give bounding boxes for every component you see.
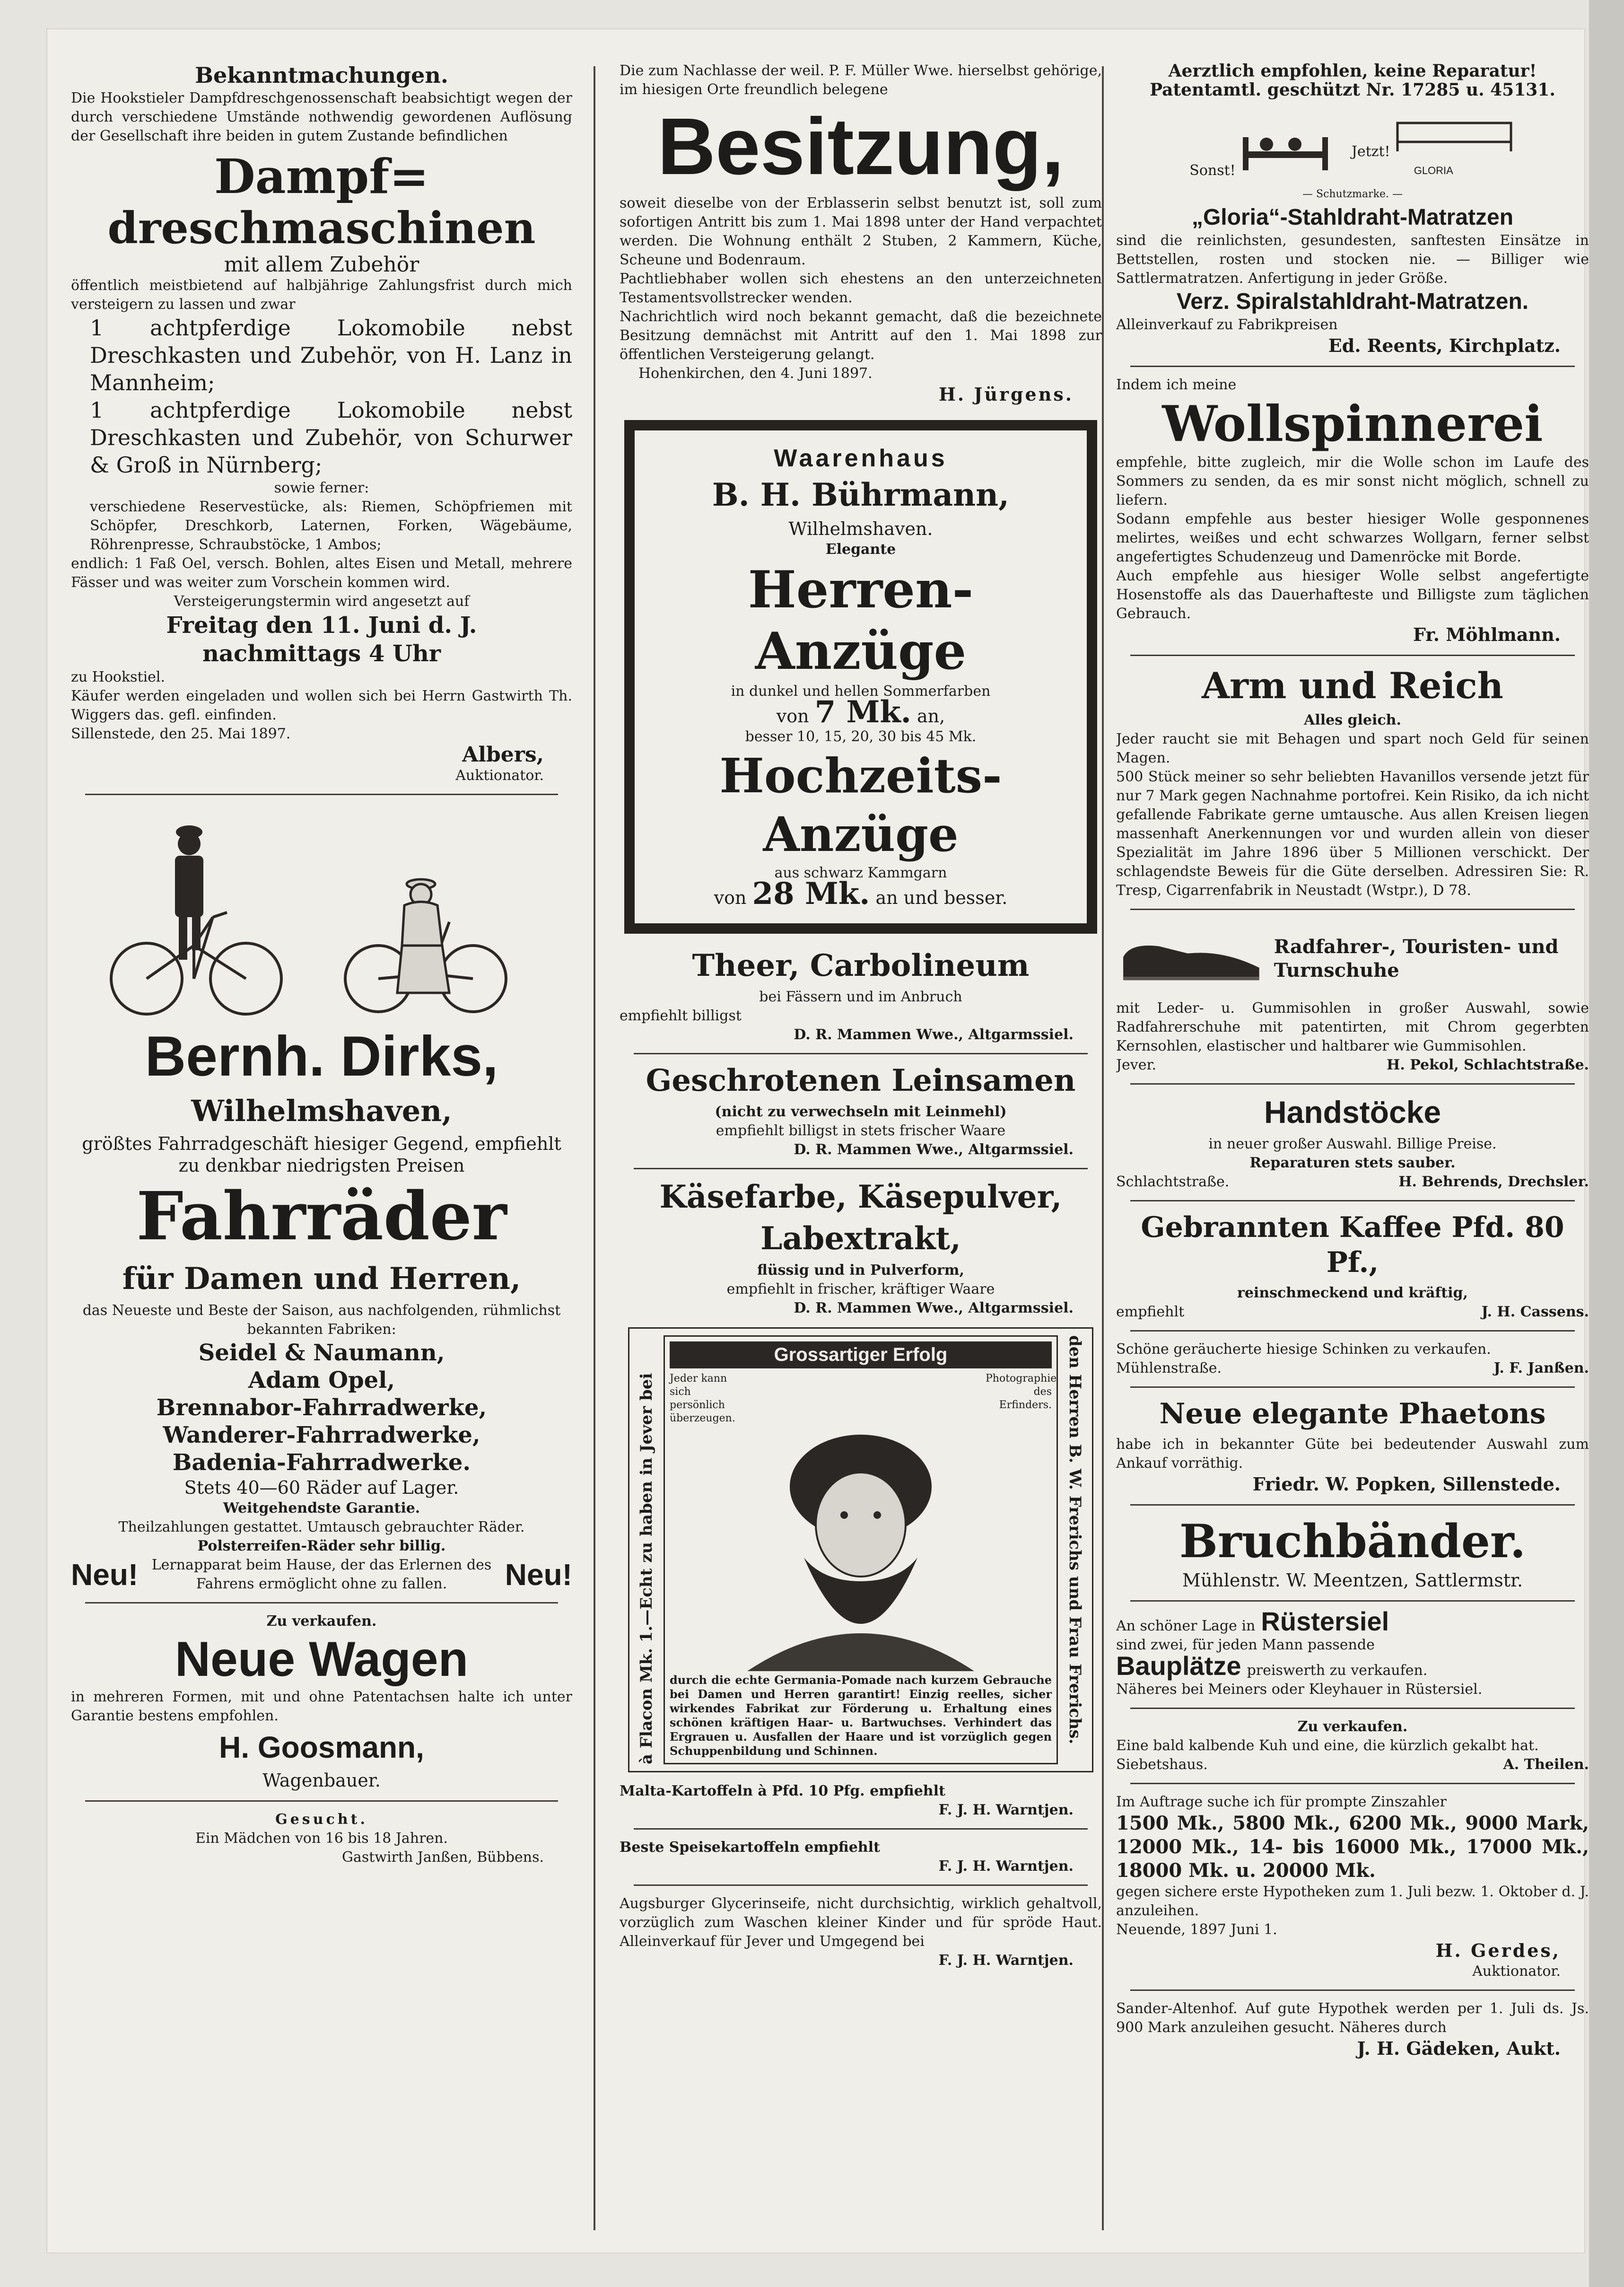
besitzung-heading: Besitzung, [657,102,1064,192]
faessern: bei Fässern und im Anbruch [759,989,962,1005]
patent-line: Patentamtl. geschützt Nr. 17285 u. 45131. [1150,80,1555,100]
auction-date: Freitag den 11. Juni d. J. [166,612,477,639]
bauplaetze-ad: An schöner Lage in Rüstersiel [1116,1606,1389,1636]
new-bed-icon [1393,104,1516,156]
zubehoer-line: mit allem Zubehör [224,253,419,277]
price-from-7: von 7 Mk. an, [776,694,945,730]
malta-kartoffeln: Malta-Kartoffeln à Pfd. 10 Pfg. empfiehlt [620,1783,945,1799]
column-rule [1102,66,1104,2230]
hypotheken-line: gegen sichere erste Hypotheken zum 1. Juli bezw. 1. Oktober d. J. anzuleihen. [1116,1884,1589,1919]
fabrik-3: Brennabor-Fahrradwerke, [156,1394,487,1421]
divider [634,1828,1088,1830]
mammen-signature-2: D. R. Mammen Wwe., Altgarmssiel. [794,1141,1074,1158]
pomade-side-left: à Flacon Mk. 1.—Echt zu haben in Jever bei [637,1373,656,1764]
pomade-note-right: Photographie des Erfinders. [986,1373,1057,1411]
woll-text: empfehle, bitte zugleich, mir die Wolle schon im Laufe des Sommers zu senden, da es mir sonst nicht möglich, schnell zu liefern. [1116,454,1589,508]
arm-reich-heading: Arm und Reich [1202,665,1503,707]
shoe-illustration [1116,919,1266,999]
germania-pomade-ad [628,1327,1093,1772]
havanillos-text: 500 Stück meiner so sehr beliebten Havanillos versende jetzt für nur 7 Mark gegen Nachnahme portofrei. Kein Risiko, da ich nicht gefallende Fabrikate gerne umtausche. Aus allen Kreisen liegen massenhaft Anerkennungen vor und wurden allein von dieser Spezialität im Jahre 1896 über 5 Millionen verschickt. Der schlagendste Beweis für die Güte derselben. Adressiren Sie: R. Tresp, Cigarrenfabrik in Neustadt (Wstpr.), D 78. [1116,769,1589,899]
turnschuhe-heading: Radfahrer-, Touristen- und Turnschuhe [1274,936,1559,981]
reserve-parts: verschiedene Reservestücke, als: Riemen, Schöpfriemen mit Schöpfer, Dreschkorb, Laternen, Forken, Wägebäume, Röhrenpresse, Schraubstöcke, 1 Ambos; [90,499,572,553]
price-from-28: von 28 Mk. an und besser. [714,876,1008,911]
cyclists-illustration [71,804,572,1021]
divider [1130,366,1575,367]
alles-gleich: Alles gleich. [1304,712,1401,728]
column-right [1116,38,1589,2259]
phaetons-text: habe ich in bekannter Güte bei bedeutender Auswahl zum Ankauf vorräthig. [1116,1436,1589,1472]
divider [1130,1783,1575,1784]
divider [1130,1386,1575,1388]
dirks-name: Bernh. Dirks, [145,1025,498,1088]
schutzmarke: — Schutzmarke. — [1302,188,1403,200]
divider [1130,655,1575,656]
pomade-notes [670,1372,1057,1425]
pomade-frame [664,1335,1058,1764]
aerztlich-line: Aerztlich empfohlen, keine Reparatur! [1168,61,1537,81]
alleinverkauf: Alleinverkauf zu Fabrikpreisen [1116,316,1338,333]
turnschuhe-row [1116,919,1589,999]
herren-anzuege: Herren-Anzüge [748,560,974,681]
indem-line: Indem ich meine [1116,377,1237,393]
column-rule [594,66,595,2230]
endlich-items: endlich: 1 Faß Oel, versch. Bohlen, altes Eisen und Metall, mehrere Fässer und was weiter zum Vorschein kommen wird. [71,555,572,591]
reparaturen: Reparaturen stets sauber. [1249,1155,1456,1171]
divider [1130,1600,1575,1602]
dampf-heading-2: dreschmaschinen [107,202,536,254]
albers-signature: Albers, [462,743,544,767]
buehrmann-ad [624,420,1097,934]
kraeftiger-waare: empfiehlt in frischer, kräftiger Waare [726,1281,995,1297]
turnschuhe-text: mit Leder- u. Gummisohlen in großer Auswahl, sowie Radfahrerschuhe mit patentirten, mit Chrom gegerbten Kernsohlen, elastischer und haltbarer wie Gummisohlen. [1116,1000,1589,1054]
divider [1130,1330,1575,1332]
leinmehl-note: (nicht zu verwechseln mit Leinmehl) [715,1104,1007,1120]
neu-badge-right: Neu! [505,1558,572,1592]
trademark-jetzt: Jetzt! GLORIA [1352,104,1516,180]
buehrmann-city: Wilhelmshaven. [788,518,933,539]
juergens-signature: H. Jürgens. [939,384,1074,405]
maedchen-line: Ein Mädchen von 16 bis 18 Jahren. [195,1830,448,1847]
gloria-heading: „Gloria“-Stahldraht-Matratzen [1191,205,1514,230]
fabrik-1: Seidel & Naumann, [198,1340,445,1366]
pomade-side-right: den Herren B. W. Frerichs und Frau Frerichs. [1065,1335,1084,1744]
divider [1130,1708,1575,1709]
leinsamen-heading: Geschrotenen Leinsamen [646,1063,1076,1098]
wagenbauer: Wagenbauer. [262,1770,381,1791]
kaffee-heading: Gebrannten Kaffee Pfd. 80 Pf., [1141,1211,1564,1279]
buyers-note: Käufer werden eingeladen und wollen sich bei Herrn Gastwirth Th. Wiggers das. gefl. einfinden. [71,688,572,723]
neue-wagen-heading: Neue Wagen [175,1632,469,1687]
gloria-text: sind die reinlichsten, gesundesten, sanftesten Einsätze in Bettstellen, rosten und stocken nie. — Billiger wie Sattlermatratzen. Anfertigung in jeder Größe. [1116,232,1589,287]
handstoecke-heading: Handstöcke [1264,1095,1441,1130]
gerdes-role: Auktionator. [1472,1963,1561,1980]
buehrmann-name: B. H. Bührmann, [712,476,1010,513]
moehlmann-signature: Fr. Möhlmann. [1413,624,1561,645]
hosenstoffe-text: Auch empfehle aus hiesiger Wolle selbst angefertigte Hosenstoffe als das Dauerhafteste und Billigste zum täglichen Gebrauch. [1116,568,1589,622]
mammen-signature-3: D. R. Mammen Wwe., Altgarmssiel. [794,1300,1074,1316]
pomade-title: Grossartiger Erfolg [670,1341,1052,1368]
divider [85,794,558,795]
lernapparat-text: Lernapparat beim Hause, der das Erlernen des Fahrens ermöglicht ohne zu fallen. [151,1557,492,1592]
zwei-plaetze: sind zwei, für jeden Mann passende [1116,1637,1375,1653]
lot-item-1: 1 achtpferdige Lokomobile nebst Dreschkasten und Zubehör, von H. Lanz in Mannheim; [90,315,572,395]
dirks-intro: größtes Fahrradgeschäft hiesiger Gegend, empfiehlt zu denkbar niedrigsten Preisen [82,1133,561,1176]
zu-verkaufen-kuh: Zu verkaufen. [1297,1718,1408,1735]
fahrraeder-heading: Fahrräder [136,1178,507,1255]
divider [634,1168,1088,1169]
gerdes-signature: H. Gerdes, [1435,1940,1561,1961]
besitzung-text: soweit dieselbe von der Erblasserin selbst benutzt ist, soll zum sofortigen Antritt bis zum 1. Mai 1898 unter der Hand verpachtet werden. Die Wohnung enthält 2 Stuben, 2 Kammern, Küche, Scheune und Bodenraum. [620,195,1102,268]
kuh-text: Eine bald kalbende Kuh und eine, die kürzlich gekalbt hat. [1116,1737,1539,1754]
fabrik-4: Wanderer-Fahrradwerke, [163,1422,480,1448]
spiral-heading: Verz. Spiralstahldraht-Matratzen. [1176,289,1529,314]
warntjen-signature-3: F. J. H. Warntjen. [938,1952,1074,1969]
phaetons-heading: Neue elegante Phaetons [1159,1397,1546,1430]
mammen-signature-1: D. R. Mammen Wwe., Altgarmssiel. [794,1026,1074,1043]
meentzen-signature: Mühlenstr. W. Meentzen, Sattlermstr. [1182,1570,1523,1591]
stets-lager: Stets 40—60 Räder auf Lager. [184,1477,459,1498]
meiners-note: Näheres bei Meiners oder Kleyhauer in Rüstersiel. [1116,1681,1483,1698]
bruchbaender-heading: Bruchbänder. [1179,1515,1526,1568]
raucht-line: Jeder raucht sie mit Behagen und spart noch Geld für seinen Magen. [1116,731,1589,766]
hochzeits-anzuege: Hochzeits-Anzüge [719,748,1002,862]
bearded-man-portrait [670,1425,1052,1671]
divider [1130,1989,1575,1991]
bekanntmachungen-heading: Bekanntmachungen. [195,62,448,88]
dirks-city: Wilhelmshaven, [191,1094,452,1128]
lernapparat-row [71,1556,572,1594]
fabrik-5: Badenia-Fahrradwerke. [172,1449,471,1476]
warntjen-signature-1: F. J. H. Warntjen. [938,1802,1074,1818]
divider [1130,1504,1575,1506]
popken-signature: Friedr. W. Popken, Sillenstede. [1252,1473,1561,1495]
auction-mode: öffentlich meistbietend auf halbjährige Zahlungsfrist durch mich versteigern zu lassen und zwar [71,277,572,313]
albers-role: Auktionator. [455,767,544,784]
theilen-signature-row: Siebetshaus. A. Theilen. [1116,1756,1589,1773]
sander-text: Sander-Altenhof. Auf gute Hypothek werden per 1. Juli ds. Js. 900 Mark anzuleihen gesucht. Näheres durch [1116,2000,1589,2036]
column-left [71,38,572,2259]
speisekartoffeln: Beste Speisekartoffeln empfiehlt [620,1839,880,1856]
divider [85,1602,558,1604]
neu-badge-left: Neu! [71,1558,139,1592]
fabrik-2: Adam Opel, [248,1367,395,1393]
column-middle [620,38,1102,2259]
hohenkirchen-date: Hohenkirchen, den 4. Juni 1897. [638,365,873,382]
price-range: besser 10, 15, 20, 30 bis 45 Mk. [745,728,977,745]
frischer-waare: empfiehlt billigst in stets frischer Waare [716,1122,1006,1139]
divider [1130,1083,1575,1085]
nachlass-intro: Die zum Nachlasse der weil. P. F. Müller Wwe. hierselbst gehörige, im hiesigen Orte freundlich belegene [620,62,1102,98]
janssen-signature: Gastwirth Janßen, Bübbens. [341,1849,544,1866]
garantie: Weitgehendste Garantie. [223,1500,420,1516]
theer-heading: Theer, Carbolineum [692,948,1030,983]
adjacent-page-edge [1589,0,1624,2287]
wagen-text: in mehreren Formen, mit und ohne Patentachsen halte ich unter Garantie bestens empfohlen. [71,1689,572,1724]
versteigerung-text: Nachrichtlich wird noch bekannt gemacht, daß die bezeichnete Besitzung demnächst mit Antritt auf den 1. Mai 1898 zur öffentlichen Versteigerung gelangt. [620,308,1102,363]
goosmann-name: H. Goosmann, [219,1730,424,1764]
divider [634,1884,1088,1886]
polsterreifen: Polsterreifen-Räder sehr billig. [197,1538,446,1554]
wollspinnerei-heading: Wollspinnerei [1162,394,1543,453]
sommerfarben: in dunkel und hellen Sommerfarben [731,683,991,700]
divider [1130,909,1575,910]
gesucht: Gesucht. [275,1811,368,1828]
elegante: Elegante [825,541,896,558]
lot-item-2: 1 achtpferdige Lokomobile nebst Dreschkasten und Zubehör, von Schurwer & Groß in Nürnberg; [90,397,572,478]
bauplaetze-line: Bauplätze preiswerth zu verkaufen. [1116,1651,1428,1681]
waarenhaus: Waarenhaus [774,445,948,472]
neuende-date: Neuende, 1897 Juni 1. [1116,1921,1277,1938]
auftrag-line: Im Auftrage suche ich für prompte Zinszahler [1116,1794,1447,1810]
theilzahlung: Theilzahlungen gestattet. Umtausch gebrauchter Räder. [118,1519,525,1535]
handstoecke-text: in neuer großer Auswahl. Billige Preise. [1208,1136,1497,1152]
gaedeken-signature: J. H. Gädeken, Aukt. [1357,2038,1561,2059]
pulverform: flüssig und in Pulverform, [757,1262,964,1279]
behrends-signature-row: Schlachtstraße. H. Behrends, Drechsler. [1116,1174,1589,1190]
auction-intro: Die Hookstieler Dampfdreschgenossenschaft beabsichtigt wegen der durch verschiedene Umstände nothwendig gewordenen Auflösung der Gesellschaft ihre beiden in gutem Zustande befindlichen [71,90,572,144]
pomade-note-left: Jeder kann sich persönlich überzeugen. [670,1373,735,1424]
loan-amounts: 1500 Mk., 5800 Mk., 6200 Mk., 9000 Mark, 12000 Mk., 14- bis 16000 Mk., 17000 Mk., 18000 Mk. u. 20000 Mk. [1116,1812,1589,1882]
cassens-signature-row: empfiehlt J. H. Cassens. [1116,1304,1589,1320]
zu-verkaufen: Zu verkaufen. [266,1613,377,1630]
warntjen-signature-2: F. J. H. Warntjen. [938,1858,1074,1875]
auction-place: zu Hookstiel. [71,669,166,685]
divider [85,1800,558,1802]
pekol-signature-row: Jever. H. Pekol, Schlachtstraße. [1116,1057,1589,1073]
dampf-heading-1: Dampf= [214,149,429,204]
kaese-heading: Käsefarbe, Käsepulver, [659,1178,1062,1215]
janssen-signature-row: Mühlenstraße. J. F. Janßen. [1116,1360,1589,1376]
sowie-ferner: sowie ferner: [274,480,369,496]
divider [1130,1200,1575,1201]
damen-herren: für Damen und Herren, [122,1261,521,1297]
sillenstede-date: Sillenstede, den 25. Mai 1897. [71,726,291,742]
schinken-line: Schöne geräucherte hiesige Schinken zu verkaufen. [1116,1341,1491,1358]
trademark-sonst: Sonst! [1189,123,1333,180]
neueste-line: das Neueste und Beste der Saison, aus nachfolgenden, rühmlichst bekannten Fabriken: [82,1302,561,1338]
old-bed-icon [1238,123,1333,175]
auction-time: nachmittags 4 Uhr [202,640,441,667]
gloria-trademark [1116,104,1589,180]
divider [634,1053,1088,1054]
glycerinseife-text: Augsburger Glycerinseife, nicht durchsichtig, wirklich gehaltvoll, vorzüglich zum Waschen kleiner Kinder und für spröde Haut. Alleinverkauf für Jever und Umgegend bei [620,1895,1102,1950]
sodann-text: Sodann empfehle aus bester hiesiger Wolle gesponnenes melirtes, weißes und echt schwarzes Wollgarn, ferner selbst angefertigtes Schudenzeug und Damenröcke mit Borde. [1116,511,1589,565]
reents-signature: Ed. Reents, Kirchplatz. [1328,335,1561,356]
pomade-text: durch die echte Germania-Pomade nach kurzem Gebrauche bei Damen und Herren garantirt! Einzig reelles, sicher wirkendes Fabrikat zur Förderung u. Erhaltung eines schönen kräftigen Haar- u. Bartwuchses. Verhindert das Ergrauen u. Ausfallen der Haare und ist vorzüglich gegen Schuppenbildung und Schinnen. [670,1673,1052,1758]
kaffee-subline: reinschmeckend und kräftig, [1237,1285,1468,1301]
termin-line: Versteigerungstermin wird angesetzt auf [174,593,470,610]
kammgarn: aus schwarz Kammgarn [774,865,947,881]
empfiehlt-billigst: empfiehlt billigst [620,1008,742,1024]
labextrakt-heading: Labextrakt, [760,1220,961,1257]
pacht-text: Pachtliebhaber wollen sich ehestens an den unterzeichneten Testamentsvollstrecker wenden. [620,271,1102,306]
